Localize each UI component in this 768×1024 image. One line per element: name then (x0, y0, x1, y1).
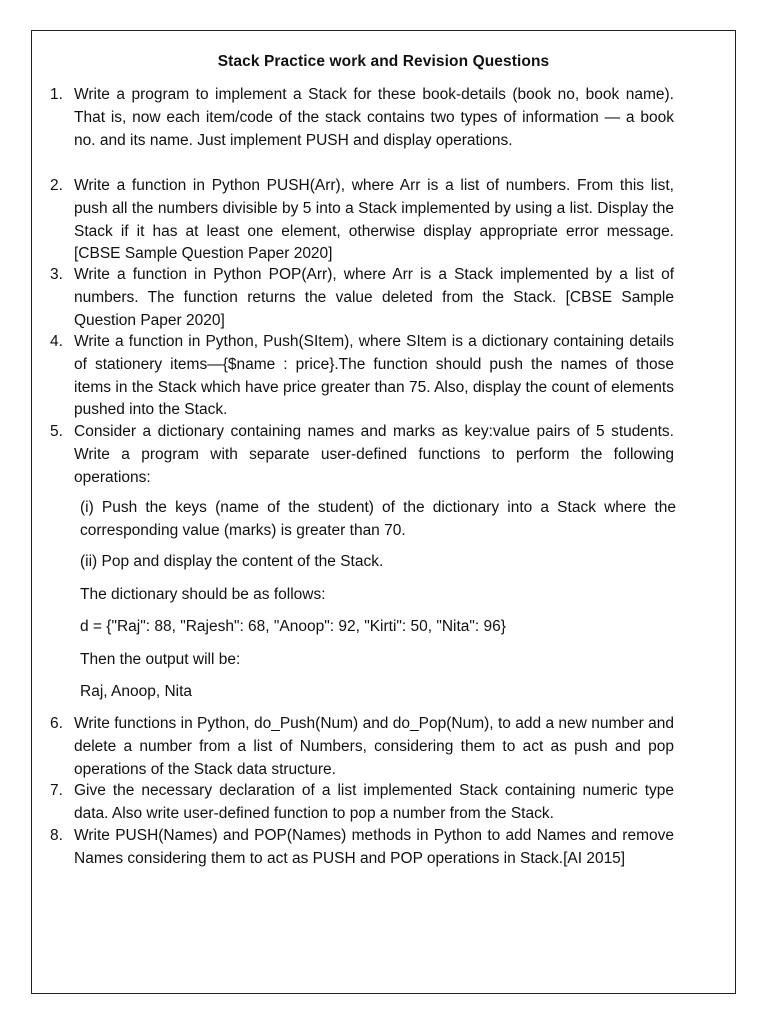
question-text: Consider a dictionary containing names and marks as key:value pairs of 5 students. Write a program with separate user-defined functions to perform the following operations: (74, 423, 674, 486)
question-1 (50, 84, 674, 152)
question-text: Write PUSH(Names) and POP(Names) methods in Python to add Names and remove Names considering them to act as PUSH and POP operations in Stack.[AI 2015] (74, 827, 674, 867)
question-5 (50, 421, 674, 489)
question-text: Write a function in Python PUSH(Arr), where Arr is a list of numbers. From this list, push all the numbers divisible by 5 into a Stack implemented by using a list. Display the Stack if it has at least one element, otherwise display appropriate error message. [CBSE Sample Question Paper 2020] (74, 177, 674, 263)
question-number: 2. (50, 177, 63, 194)
q5-output-intro: Then the output will be: (80, 651, 241, 668)
question-number: 3. (50, 266, 63, 283)
page-title: Stack Practice work and Revision Questions (217, 53, 550, 70)
question-text: Write functions in Python, do_Push(Num) and do_Pop(Num), to add a new number and delete a number from a list of Numbers, considering them to act as push and pop operations of the Stack data structure. (74, 715, 674, 778)
q5-output: Raj, Anoop, Nita (80, 683, 193, 700)
question-number: 1. (50, 86, 63, 103)
q5-part-ii: (ii) Pop and display the content of the Stack. (80, 553, 384, 570)
question-number: 6. (50, 715, 63, 732)
question-3 (50, 264, 674, 332)
q5-dict-intro: The dictionary should be as follows: (80, 586, 326, 603)
question-8 (50, 825, 674, 871)
q5-dict-code: d = {"Raj": 88, "Rajesh": 68, "Anoop": 92, "Kirti": 50, "Nita": 96} (80, 618, 506, 635)
question-text: Write a function in Python POP(Arr), where Arr is a Stack implemented by a list of numbers. The function returns the value deleted from the Stack. [CBSE Sample Question Paper 2020] (74, 266, 674, 329)
question-2 (50, 175, 674, 266)
question-4 (50, 331, 674, 422)
question-text: Give the necessary declaration of a list implemented Stack containing numeric type data. Also write user-defined function to pop a number from the Stack. (74, 782, 674, 822)
question-6 (50, 713, 674, 781)
question-7 (50, 780, 674, 826)
page-frame (31, 30, 736, 994)
question-number: 8. (50, 827, 63, 844)
question-number: 5. (50, 423, 63, 440)
question-text: Write a function in Python, Push(SItem), where SItem is a dictionary containing details of stationery items—{$name : price}.The function should push the names of those items in the Stack which have price greater than 75. Also, display the count of elements pushed into the Stack. (74, 333, 674, 419)
question-number: 7. (50, 782, 63, 799)
question-number: 4. (50, 333, 63, 350)
question-text: Write a program to implement a Stack for these book-details (book no, book name). That is, now each item/code of the stack contains two types of information — a book no. and its name. Just implement PUSH and display operations. (74, 86, 674, 149)
q5-part-i: (i) Push the keys (name of the student) of the dictionary into a Stack where the corresponding value (marks) is greater than 70. (80, 499, 676, 539)
